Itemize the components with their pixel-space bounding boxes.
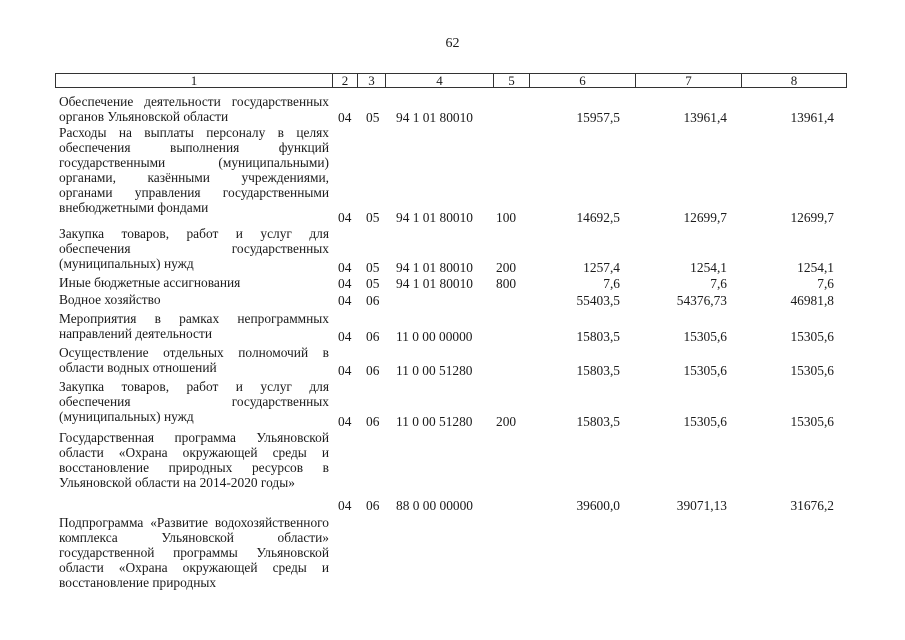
cell-section: 04 <box>338 275 352 291</box>
cell-value-6: 15803,5 <box>576 362 620 378</box>
cell-expense-type: 100 <box>496 209 517 225</box>
header-col-1: 1 <box>56 74 333 87</box>
cell-subsection: 05 <box>366 275 380 291</box>
cell-value-7: 7,6 <box>710 275 727 291</box>
row-description: Иные бюджетные ассигнования <box>59 275 241 290</box>
table-row <box>0 125 905 225</box>
page-number: 62 <box>445 36 460 51</box>
row-description: Подпрограмма «Развитие водохозяйственного комплекса Ульяновской области» государственной программы Ульяновской области «Охрана окружающей среды и восстановление природных <box>59 515 329 591</box>
cell-expense-type: 200 <box>496 413 517 429</box>
header-col-4: 4 <box>386 74 494 87</box>
cell-section: 04 <box>338 292 352 308</box>
cell-target-article: 11 0 00 51280 <box>396 413 473 429</box>
cell-value-6: 7,6 <box>603 275 620 291</box>
table-row <box>0 226 905 275</box>
row-description: Обеспечение деятельности государственных органов Ульяновской области <box>59 94 329 125</box>
cell-section: 04 <box>338 497 352 513</box>
row-description: Расходы на выплаты персоналу в целях обеспечения выполнения функций государственными (муниципальными) органами, казёнными учреждениями, органами управления государственными внебюджетными фондами <box>59 125 329 216</box>
cell-subsection: 05 <box>366 109 380 125</box>
header-col-7: 7 <box>636 74 742 87</box>
cell-value-7: 15305,6 <box>683 413 727 429</box>
cell-section: 04 <box>338 413 352 429</box>
cell-subsection: 06 <box>366 413 380 429</box>
cell-target-article: 94 1 01 80010 <box>396 259 473 275</box>
header-col-5: 5 <box>494 74 530 87</box>
cell-expense-type: 200 <box>496 259 517 275</box>
cell-value-7: 39071,13 <box>676 497 727 513</box>
cell-value-7: 15305,6 <box>683 362 727 378</box>
table-row <box>0 292 905 308</box>
row-description: Мероприятия в рамках непрограммных направлений деятельности <box>59 311 329 342</box>
table-row <box>0 311 905 344</box>
cell-subsection: 06 <box>366 362 380 378</box>
table-header <box>55 73 847 88</box>
row-description: Закупка товаров, работ и услуг для обеспечения государственных (муниципальных) нужд <box>59 379 329 425</box>
cell-section: 04 <box>338 209 352 225</box>
cell-value-6: 39600,0 <box>576 497 620 513</box>
cell-subsection: 05 <box>366 209 380 225</box>
cell-value-8: 46981,8 <box>790 292 834 308</box>
cell-value-6: 15803,5 <box>576 328 620 344</box>
cell-target-article: 11 0 00 51280 <box>396 362 473 378</box>
cell-target-article: 94 1 01 80010 <box>396 209 473 225</box>
cell-section: 04 <box>338 109 352 125</box>
row-description: Осуществление отдельных полномочий в области водных отношений <box>59 345 329 376</box>
cell-section: 04 <box>338 259 352 275</box>
cell-value-6: 15957,5 <box>576 109 620 125</box>
cell-value-8: 15305,6 <box>790 413 834 429</box>
header-col-2: 2 <box>333 74 358 87</box>
row-description: Закупка товаров, работ и услуг для обеспечения государственных (муниципальных) нужд <box>59 226 329 272</box>
cell-value-7: 1254,1 <box>690 259 727 275</box>
table-row <box>0 515 905 599</box>
cell-value-8: 15305,6 <box>790 362 834 378</box>
cell-subsection: 05 <box>366 259 380 275</box>
cell-subsection: 06 <box>366 497 380 513</box>
cell-target-article: 94 1 01 80010 <box>396 109 473 125</box>
cell-expense-type: 800 <box>496 275 517 291</box>
cell-value-7: 15305,6 <box>683 328 727 344</box>
table-row <box>0 275 905 291</box>
header-col-8: 8 <box>790 73 798 88</box>
cell-value-6: 15803,5 <box>576 413 620 429</box>
cell-section: 04 <box>338 328 352 344</box>
cell-subsection: 06 <box>366 292 380 308</box>
cell-value-6: 55403,5 <box>576 292 620 308</box>
cell-value-8: 13961,4 <box>790 109 834 125</box>
cell-value-8: 15305,6 <box>790 328 834 344</box>
cell-value-7: 13961,4 <box>683 109 727 125</box>
cell-value-8: 7,6 <box>817 275 834 291</box>
header-col-3: 3 <box>358 74 386 87</box>
cell-value-8: 31676,2 <box>790 497 834 513</box>
cell-subsection: 06 <box>366 328 380 344</box>
cell-value-8: 1254,1 <box>797 259 834 275</box>
cell-value-7: 12699,7 <box>683 209 727 225</box>
cell-target-article: 88 0 00 00000 <box>396 497 473 513</box>
cell-target-article: 94 1 01 80010 <box>396 275 473 291</box>
table-row <box>0 379 905 429</box>
cell-target-article: 11 0 00 00000 <box>396 328 473 344</box>
cell-section: 04 <box>338 362 352 378</box>
header-col-6: 6 <box>530 74 636 87</box>
cell-value-6: 14692,5 <box>576 209 620 225</box>
table-row <box>0 94 905 125</box>
cell-value-7: 54376,73 <box>676 292 727 308</box>
row-description: Государственная программа Ульяновской области «Охрана окружающей среды и восстановление природных ресурсов в Ульяновской области на 2014-2020 годы» <box>59 430 329 491</box>
cell-value-8: 12699,7 <box>790 209 834 225</box>
row-description: Водное хозяйство <box>59 292 161 307</box>
table-row <box>0 430 905 513</box>
cell-value-6: 1257,4 <box>583 259 620 275</box>
table-row <box>0 345 905 378</box>
